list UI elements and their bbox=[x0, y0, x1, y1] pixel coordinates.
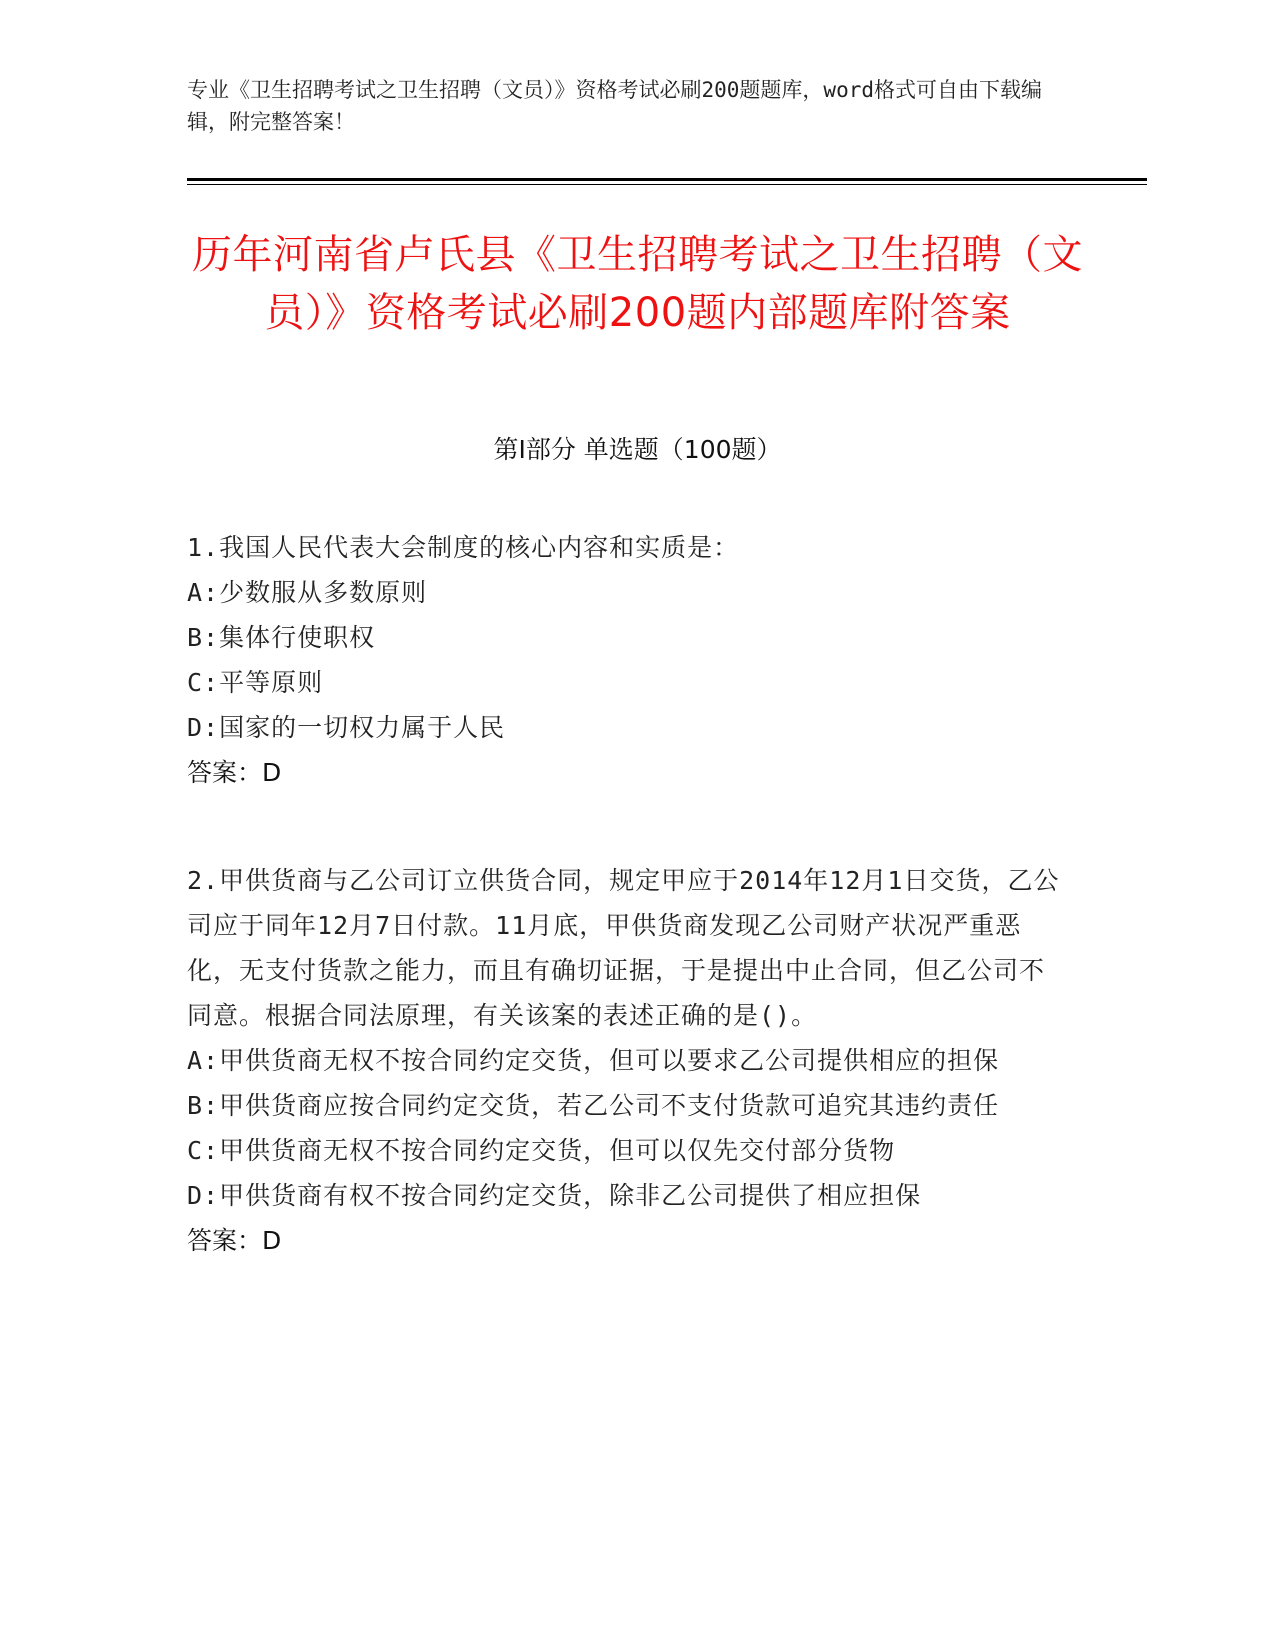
option-text: 集体行使职权 bbox=[219, 623, 376, 652]
option-text: 甲供货商无权不按合同约定交货，但可以仅先交付部分货物 bbox=[219, 1136, 896, 1165]
option-key: A: bbox=[187, 578, 220, 607]
option-b bbox=[187, 615, 1067, 660]
option-a bbox=[187, 570, 1067, 615]
document-title: 历年河南省卢氏县《卫生招聘考试之卫生招聘（文员）》资格考试必刷200题内部题库附答案 bbox=[192, 232, 1083, 336]
option-key: D: bbox=[187, 713, 220, 742]
question-stem: 1.我国人民代表大会制度的核心内容和实质是： bbox=[187, 533, 740, 562]
question-list bbox=[187, 525, 1067, 1326]
option-d bbox=[187, 1173, 1067, 1218]
option-c bbox=[187, 660, 1067, 705]
header-divider-thick bbox=[187, 178, 1147, 181]
option-key: B: bbox=[187, 623, 220, 652]
option-key: C: bbox=[187, 668, 220, 697]
option-text: 甲供货商应按合同约定交货，若乙公司不支付货款可追究其违约责任 bbox=[219, 1091, 1000, 1120]
option-d bbox=[187, 705, 1067, 750]
option-text: 少数服从多数原则 bbox=[219, 578, 428, 607]
option-text: 甲供货商有权不按合同约定交货，除非乙公司提供了相应担保 bbox=[219, 1181, 922, 1210]
answer: 答案：D bbox=[187, 1226, 282, 1255]
option-key: A: bbox=[187, 1046, 220, 1075]
header-divider-thin bbox=[187, 184, 1147, 185]
section-title: 第I部分 单选题（100题） bbox=[493, 435, 782, 464]
option-b bbox=[187, 1083, 1067, 1128]
option-text: 国家的一切权力属于人民 bbox=[219, 713, 506, 742]
option-c bbox=[187, 1128, 1067, 1173]
option-key: D: bbox=[187, 1181, 220, 1210]
option-text: 甲供货商无权不按合同约定交货，但可以要求乙公司提供相应的担保 bbox=[219, 1046, 1000, 1075]
question-stem: 2.甲供货商与乙公司订立供货合同，规定甲应于2014年12月1日交货，乙公司应于同年12月7日付款。11月底，甲供货商发现乙公司财产状况严重恶化，无支付货款之能力，而且有确切证据，于是提出中止合同，但乙公司不同意。根据合同法原理，有关该案的表述正确的是()。 bbox=[187, 866, 1060, 1030]
option-text: 平等原则 bbox=[219, 668, 324, 697]
header-note: 专业《卫生招聘考试之卫生招聘（文员）》资格考试必刷200题题库，word格式可自由下载编辑，附完整答案！ bbox=[187, 78, 1042, 134]
option-key: C: bbox=[187, 1136, 220, 1165]
question-2 bbox=[187, 858, 1067, 1263]
option-key: B: bbox=[187, 1091, 220, 1120]
answer: 答案：D bbox=[187, 758, 282, 787]
option-a bbox=[187, 1038, 1067, 1083]
question-1 bbox=[187, 525, 1067, 795]
